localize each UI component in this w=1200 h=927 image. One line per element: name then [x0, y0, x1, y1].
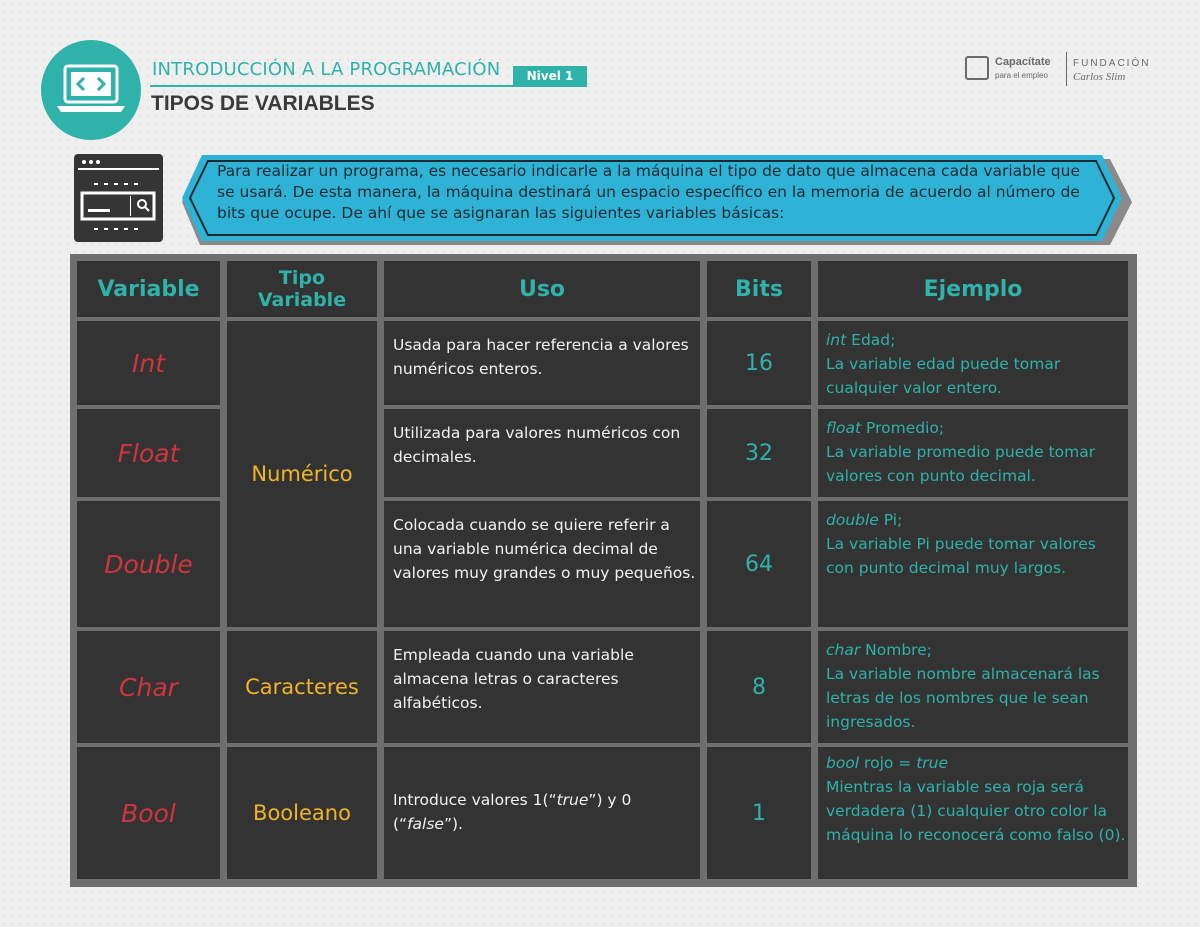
tipo-caracteres: Caracteres	[227, 631, 377, 743]
row-char-uso: Empleada cuando una variable almacena letras o caracteres alfabéticos.	[384, 631, 700, 743]
row-int-uso: Usada para hacer referencia a valores numéricos enteros.	[384, 321, 700, 405]
page-title: TIPOS DE VARIABLES	[151, 92, 375, 115]
ejemplo-keyword: double	[826, 511, 879, 529]
row-int-bits: 16	[707, 321, 811, 405]
capacitate-icon	[965, 56, 989, 80]
brand-separator	[1066, 52, 1067, 86]
row-bool-bits: 1	[707, 747, 811, 879]
intro-text: Para realizar un programa, es necesario indicarle a la máquina el tipo de dato que almacena cada variable que se usará. De esta manera, la máquina destinará un espacio específico en la memoria de acuerdo al número de bits que ocupe. De ahí que se asignaran las siguientes variables básicas:	[217, 162, 1080, 222]
header-bits: Bits	[707, 261, 811, 317]
row-int-name: Int	[77, 321, 220, 405]
row-double-uso: Colocada cuando se quiere referir a una variable numérica decimal de valores muy grandes o muy pequeños.	[384, 501, 700, 627]
browser-window-icon	[74, 154, 164, 248]
tipo-numerico: Numérico	[227, 321, 377, 627]
row-double-bits: 64	[707, 501, 811, 627]
row-bool-uso: Introduce valores 1(“true”) y 0 (“false”).	[384, 747, 700, 879]
brand-name: Capacítate	[995, 56, 1051, 68]
row-float-name: Float	[77, 409, 220, 497]
row-char-bits: 8	[707, 631, 811, 743]
row-char-ejemplo: char Nombre; La variable nombre almacenará las letras de los nombres que le sean ingresados.	[818, 631, 1128, 743]
row-float-bits: 32	[707, 409, 811, 497]
row-char-name: Char	[77, 631, 220, 743]
ejemplo-keyword: char	[826, 641, 861, 659]
brand-tagline: para el empleo	[995, 71, 1048, 80]
brand-signature: Carlos Slim	[1073, 71, 1126, 83]
header-tipo-line1: Tipo	[278, 267, 326, 289]
row-float-uso: Utilizada para valores numéricos con decimales.	[384, 409, 700, 497]
row-bool-name: Bool	[77, 747, 220, 879]
header-ejemplo: Ejemplo	[818, 261, 1128, 317]
variables-table	[70, 254, 1137, 887]
row-double-name: Double	[77, 501, 220, 627]
header-variable: Variable	[77, 261, 220, 317]
header-uso: Uso	[384, 261, 700, 317]
ejemplo-keyword: int	[826, 331, 847, 349]
code-laptop-icon	[41, 40, 141, 140]
ejemplo-keyword: bool	[826, 754, 860, 772]
brand-foundation: FUNDACIÓN	[1073, 58, 1151, 69]
header-tipo-line2: Variable	[257, 289, 347, 311]
level-badge: Nivel 1	[513, 66, 587, 86]
row-int-ejemplo: int Edad; La variable edad puede tomar cualquier valor entero.	[818, 321, 1128, 405]
row-double-ejemplo: double Pi; La variable Pi puede tomar valores con punto decimal muy largos.	[818, 501, 1128, 627]
row-float-ejemplo: float Promedio; La variable promedio puede tomar valores con punto decimal.	[818, 409, 1128, 497]
tipo-booleano: Booleano	[227, 747, 377, 879]
row-bool-ejemplo: bool rojo = true Mientras la variable sea roja será verdadera (1) cualquier otro color la máquina lo reconocerá como falso (0).	[818, 747, 1128, 879]
brand-logo	[965, 52, 1150, 86]
header-tipo	[227, 261, 377, 317]
ejemplo-keyword: float	[826, 419, 862, 437]
course-title: INTRODUCCIÓN A LA PROGRAMACIÓN	[152, 59, 501, 80]
